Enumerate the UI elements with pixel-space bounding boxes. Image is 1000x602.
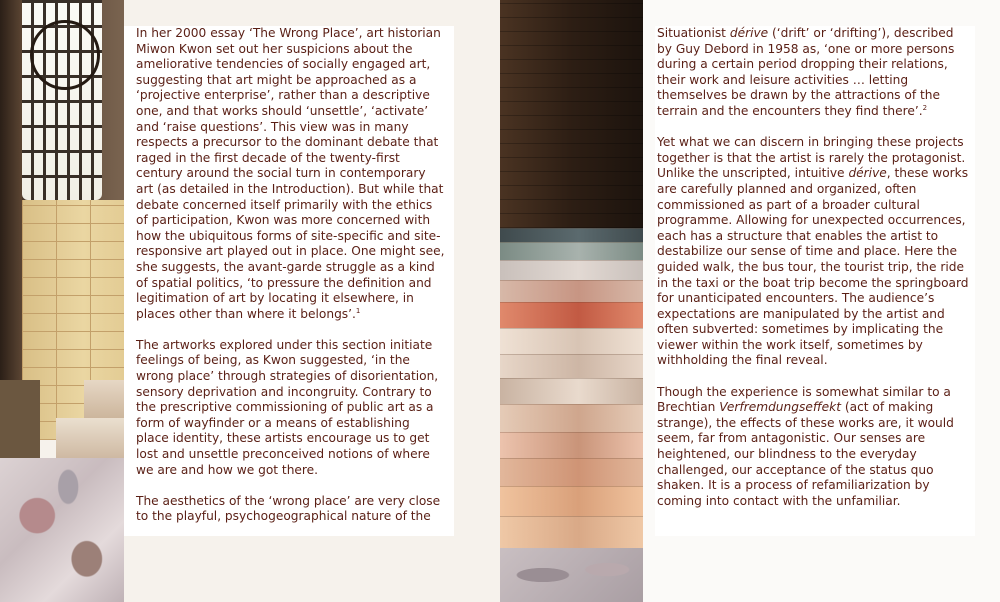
text-segment: , these works are carefully planned and organized, often commissioned as part of a broader cultural programme. Allowing for unexpected occurrences, each has a structure that enables the artist to destabilize our sense of time and place. Here the guided walk, the bus tour, the tourist trip, the ride in the taxi or the boat trip become the springboard for unanticipated encounters. The audience’s expectations are manipulated by the artist and often subverted: sometimes by implicating the viewer within the work itself, sometimes by withholding the final reveal. (657, 166, 969, 368)
body-paragraph (657, 385, 969, 510)
body-paragraph (136, 494, 446, 525)
right-text-column (655, 26, 975, 536)
text-segment: Though the experience is somewhat similar to a Brechtian (657, 384, 951, 415)
marble-staircase-photo (500, 0, 643, 602)
footnote-marker: 1 (355, 306, 361, 315)
left-text-column (124, 26, 454, 536)
text-segment: The artworks explored under this section initiate feelings of being, as Kwon suggested, ‘in the wrong place’ through strategies of disorientation, sensory deprivation and incongruity. Contrary to the prescriptive commissioning of public art as a form of wayfinder or a means of establishing place identity, these artists encourage us to get lost and unsettle preconceived notions of where we are and how we got there. (136, 337, 439, 477)
text-segment: (act of making strange), the effects of these works are, it would seem, far from antagonistic. Our senses are heightened, our blindness to the everyday challenged, our acceptance of the status quo shaken. It is a process of refamiliarization by coming into contact with the unfamiliar. (657, 400, 954, 508)
text-segment: Situationist (657, 26, 730, 40)
body-paragraph (136, 26, 446, 322)
body-paragraph (657, 26, 969, 120)
arched-window-stairs-photo (0, 0, 124, 602)
text-segment: The aesthetics of the ‘wrong place’ are very close to the playful, psychogeographical nature of the (136, 493, 441, 524)
text-segment: Yet what we can discern in bringing these projects together is that the artist is rarely the protagonist. Unlike the unscripted, intuitive (657, 135, 966, 181)
italic-term: dérive (848, 166, 887, 181)
body-paragraph (136, 338, 446, 478)
text-segment: (‘drift’ or ‘drifting’), described by Guy Debord in 1958 as, ‘one or more persons during a certain period dropping their relations, their work and leisure activities … letting themselves be drawn by the attractions of the terrain and the encounters they find there’. (657, 26, 955, 118)
footnote-marker: 2 (922, 103, 928, 112)
italic-term: dérive (729, 26, 769, 40)
body-paragraph (657, 135, 969, 369)
italic-term: Verfremdungseffekt (719, 400, 841, 415)
text-segment: In her 2000 essay ‘The Wrong Place’, art historian Miwon Kwon set out her suspicions about the ameliorative tendencies of socially engaged art, suggesting that art might be approached as a ‘projective enterprise’, rather than a descriptive one, and that works should ‘unsettle’, ‘activate’ and ‘raise questions’. This view was in many respects a precursor to the dominant debate that raged in the first decade of the twenty-first century around the social turn in contemporary art (as detailed in the Introduction). But while that debate concerned itself primarily with the ethics of participation, Kwon was more concerned with how the ubiquitous forms of site-specific and site-responsive art played out in place. One might see, she suggests, the avant-garde struggle as a kind of spatial politics, ‘to pressure the definition and legitimation of art by locating it elsewhere, in places other than where it belongs’. (136, 26, 445, 321)
right-page (500, 0, 1000, 602)
